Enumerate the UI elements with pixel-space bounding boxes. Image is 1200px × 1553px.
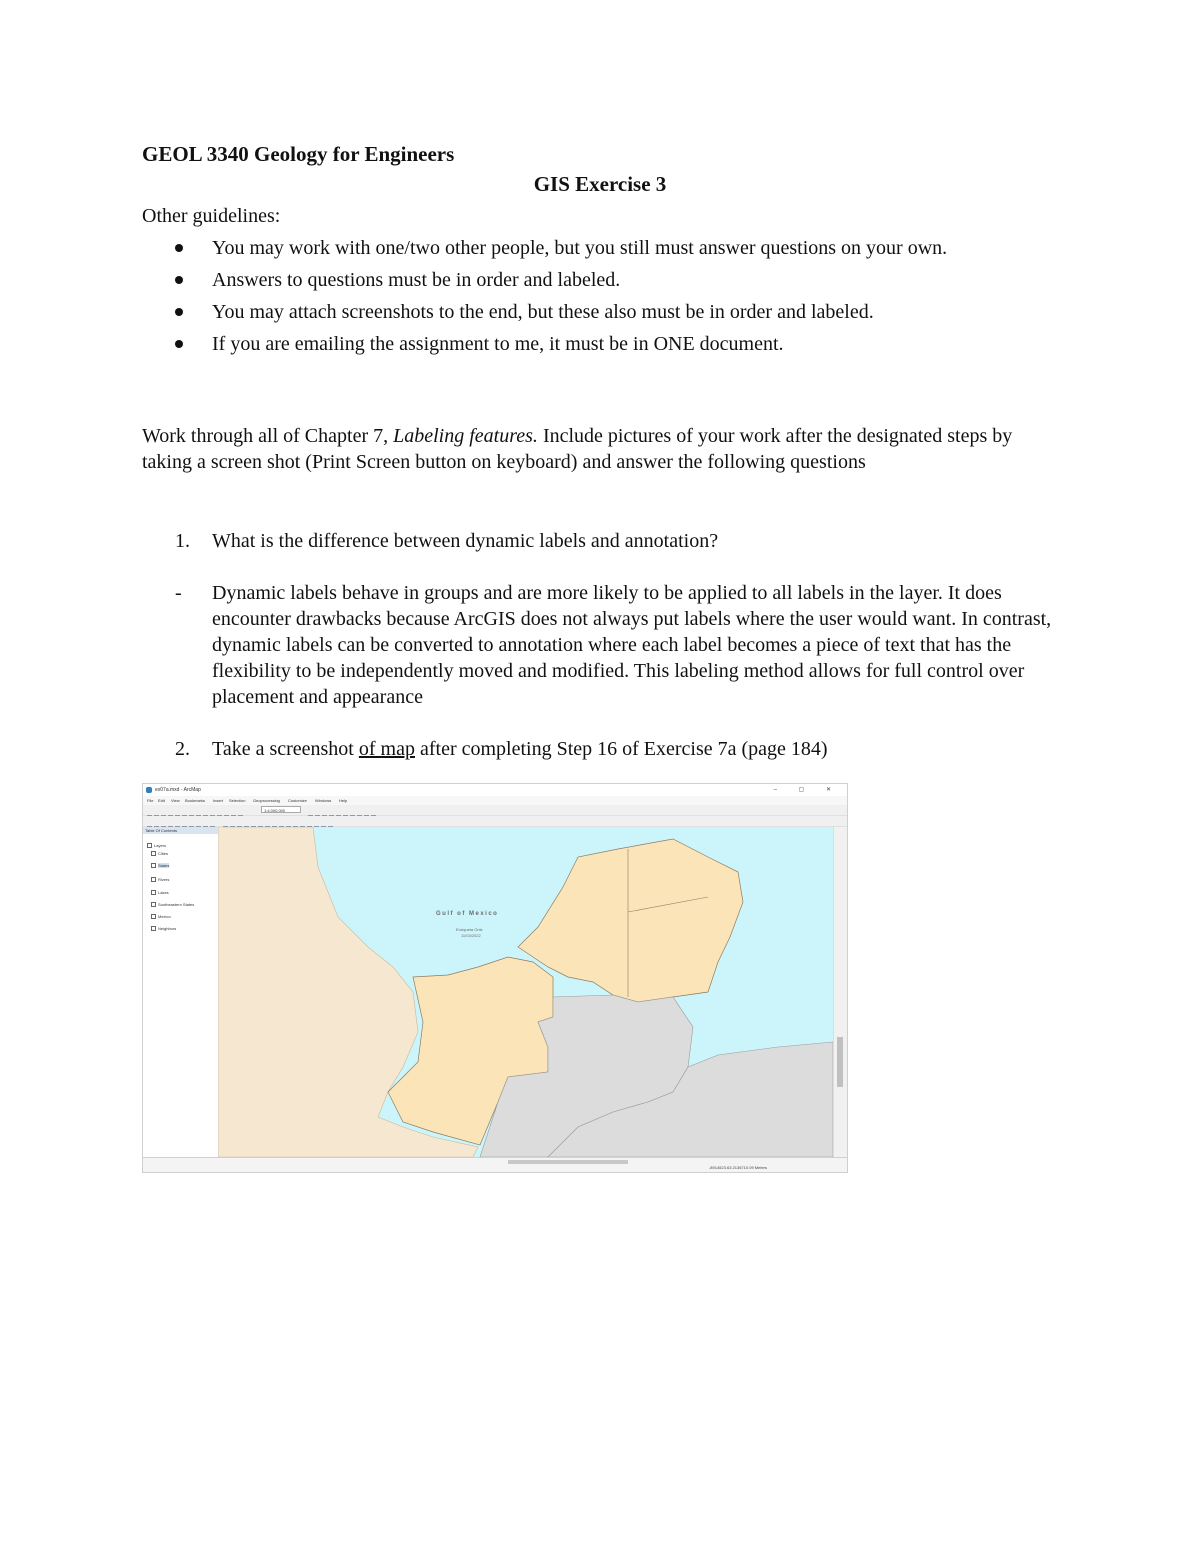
gulf-label: Gulf of Mexico — [436, 911, 499, 917]
course-title: GEOL 3340 Geology for Engineers — [142, 142, 455, 166]
layer-name: Neighbors — [158, 926, 177, 931]
list-item — [142, 267, 1042, 293]
answer-dash: - — [175, 582, 182, 604]
guidelines-label: Other guidelines: — [142, 205, 281, 227]
window-titlebar — [143, 784, 847, 796]
credit-date: 11/03/2022 — [461, 933, 481, 938]
intro-before: Work through all of Chapter 7, — [142, 425, 394, 447]
menu-view[interactable]: View — [171, 798, 180, 803]
guideline-text: Answers to questions must be in order and labeled. — [212, 269, 621, 291]
bullet-icon — [175, 308, 183, 316]
chapter-title: Labeling features. — [393, 425, 538, 447]
question-number: 2. — [175, 738, 190, 760]
window-title: ex07a.mxd - ArcMap — [155, 787, 201, 793]
layer-name: States — [158, 863, 170, 868]
intro-after: Include pictures of your work after the designated steps by taking a screen shot (Print Screen button on keyboard) and answer the following questions — [142, 425, 1013, 473]
guidelines-list — [142, 235, 1042, 363]
map-canvas[interactable] — [218, 827, 833, 1157]
toc-header — [143, 827, 218, 834]
menu-windows[interactable]: Windows — [315, 798, 332, 803]
vertical-scrollbar[interactable] — [833, 827, 848, 1157]
layer-name: Rivers — [158, 877, 170, 882]
tools-toolbar — [143, 816, 847, 827]
toc-layer[interactable] — [151, 914, 171, 919]
question-number: 1. — [175, 530, 190, 552]
question-text-part: after completing Step 16 of Exercise 7a (page 184) — [414, 738, 828, 760]
layer-name: Lakes — [158, 890, 169, 895]
toc-layer[interactable] — [151, 877, 169, 882]
toc-layer[interactable] — [151, 902, 194, 907]
map-scale-input[interactable]: 1:4,000,000 — [261, 806, 301, 813]
toc-title: Table Of Contents — [145, 828, 178, 833]
horizontal-scrollbar[interactable] — [508, 1160, 628, 1164]
menu-bookmarks[interactable]: Bookmarks — [185, 798, 206, 803]
map-svg — [218, 827, 833, 1157]
credit-name: Enriqueta Ortiz — [456, 927, 483, 932]
menu-bar — [143, 796, 847, 805]
list-item — [142, 299, 1042, 325]
table-of-contents — [143, 827, 219, 1157]
window-buttons[interactable]: – ▢ ✕ — [773, 787, 841, 793]
arcmap-screenshot — [142, 783, 848, 1173]
question-text-part: Take a screenshot — [212, 738, 359, 760]
toc-layer[interactable] — [151, 851, 168, 856]
status-bar — [143, 1157, 847, 1173]
intro-paragraph — [142, 423, 1022, 475]
question-text: What is the difference between dynamic labels and annotation? — [212, 530, 719, 552]
list-item — [142, 235, 1042, 261]
scroll-thumb[interactable] — [837, 1037, 843, 1087]
layer-name: Mexico — [158, 914, 171, 919]
menu-insert[interactable]: Insert — [213, 798, 224, 803]
layer-name: Layers — [154, 843, 167, 848]
bullet-icon — [175, 244, 183, 252]
bullet-icon — [175, 340, 183, 348]
toc-layer[interactable] — [151, 863, 169, 868]
menu-file[interactable]: File — [147, 798, 154, 803]
toc-layer[interactable] — [151, 890, 169, 895]
question-text — [212, 736, 1062, 762]
coordinate-readout: -8914523.63 2136710.09 Meters — [708, 1165, 767, 1170]
answer-text: Dynamic labels behave in groups and are more likely to be applied to all labels in the layer. It does encounter drawbacks because ArcGIS does not always put labels where the user would want. In contrast, dynamic labels can be converted to annotation where each label becomes a piece of text that has the flexibility to be independently moved and modified. This labeling method allows for full control over placement and appearance — [212, 582, 1052, 708]
bullet-icon — [175, 276, 183, 284]
menu-edit[interactable]: Edit — [158, 798, 165, 803]
arcmap-icon — [146, 787, 152, 793]
guideline-text: If you are emailing the assignment to me, it must be in ONE document. — [212, 333, 784, 355]
list-item — [142, 331, 1042, 357]
standard-toolbar — [143, 805, 847, 816]
guideline-text: You may work with one/two other people, but you still must answer questions on your own. — [212, 237, 948, 259]
guideline-text: You may attach screenshots to the end, but these also must be in order and labeled. — [212, 301, 874, 323]
exercise-title: GIS Exercise 3 — [533, 172, 667, 196]
menu-selection[interactable]: Selection — [229, 798, 246, 803]
underlined-text: of map — [358, 738, 415, 760]
menu-help[interactable]: Help — [339, 798, 348, 803]
menu-customize[interactable]: Customize — [288, 798, 307, 803]
toc-layer[interactable] — [147, 843, 166, 848]
toc-layer[interactable] — [151, 926, 176, 931]
layer-name: Southeastern States — [158, 902, 195, 907]
layer-name: Cities — [158, 851, 169, 856]
menu-geoprocessing[interactable]: Geoprocessing — [253, 798, 280, 803]
